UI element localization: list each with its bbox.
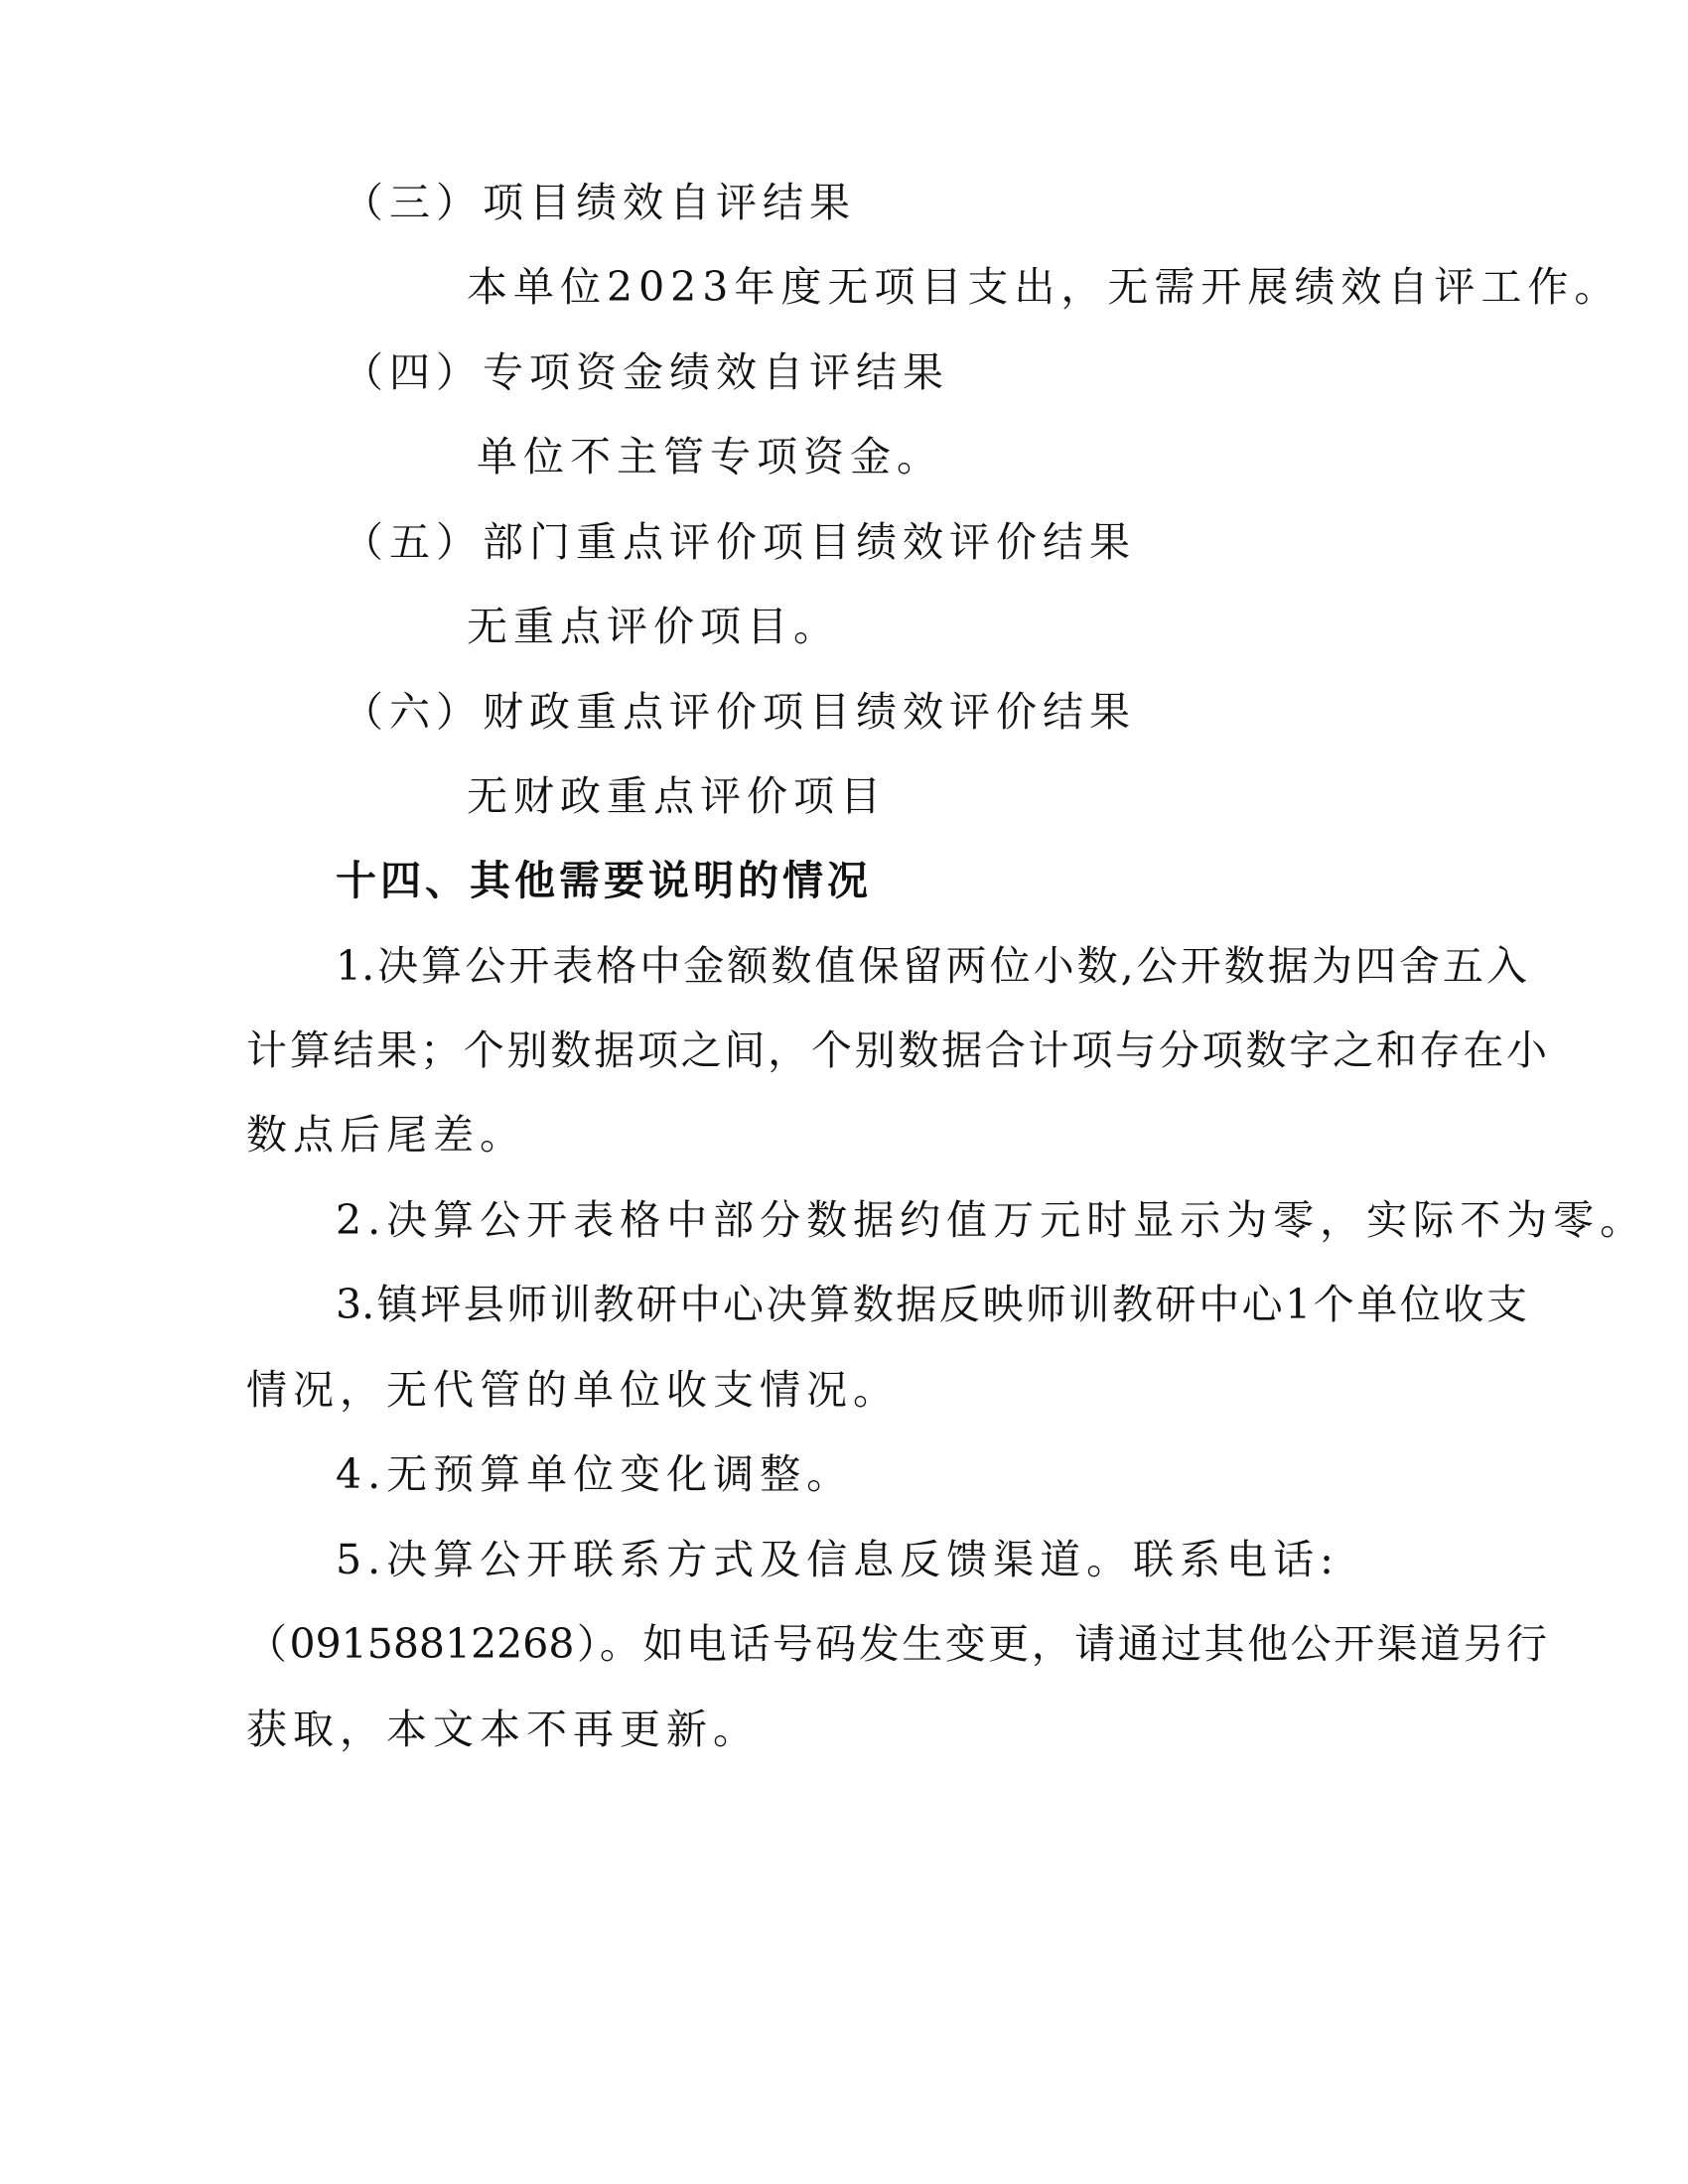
section-5-body: 无重点评价项目。 bbox=[467, 603, 840, 650]
section-3-heading: （三）项目绩效自评结果 bbox=[343, 179, 856, 226]
item-1-line-2: 计算结果；个别数据项之间，个别数据合计项与分项数字之和存在小 bbox=[246, 1026, 1547, 1074]
item-3-line-2: 情况，无代管的单位收支情况。 bbox=[246, 1366, 900, 1414]
item-3-line-1: 3.镇坪县师训教研中心决算数据反映师训教研中心1个单位收支 bbox=[336, 1281, 1527, 1328]
section-14-heading: 十四、其他需要说明的情况 bbox=[336, 857, 872, 904]
section-6-body: 无财政重点评价项目 bbox=[467, 772, 887, 820]
item-5-line-2: （09158812268）。如电话号码发生变更，请通过其他公开渠道另行 bbox=[246, 1620, 1547, 1668]
item-1-line-3: 数点后尾差。 bbox=[246, 1111, 526, 1159]
section-5-heading: （五）部门重点评价项目绩效评价结果 bbox=[343, 518, 1136, 566]
item-2-line-1: 2.决算公开表格中部分数据约值万元时显示为零，实际不为零。 bbox=[336, 1196, 1647, 1244]
section-4-body: 单位不主管专项资金。 bbox=[477, 433, 943, 480]
section-6-heading: （六）财政重点评价项目绩效评价结果 bbox=[343, 688, 1136, 736]
section-3-body: 本单位2023年度无项目支出，无需开展绩效自评工作。 bbox=[467, 263, 1621, 311]
item-5-line-3: 获取，本文本不再更新。 bbox=[246, 1706, 760, 1753]
item-1-line-1: 1.决算公开表格中金额数值保留两位小数,公开数据为四舍五入 bbox=[336, 942, 1527, 990]
section-4-heading: （四）专项资金绩效自评结果 bbox=[343, 348, 949, 396]
item-4-line-1: 4.无预算单位变化调整。 bbox=[336, 1450, 854, 1498]
item-5-line-1: 5.决算公开联系方式及信息反馈渠道。联系电话: bbox=[336, 1536, 1339, 1583]
